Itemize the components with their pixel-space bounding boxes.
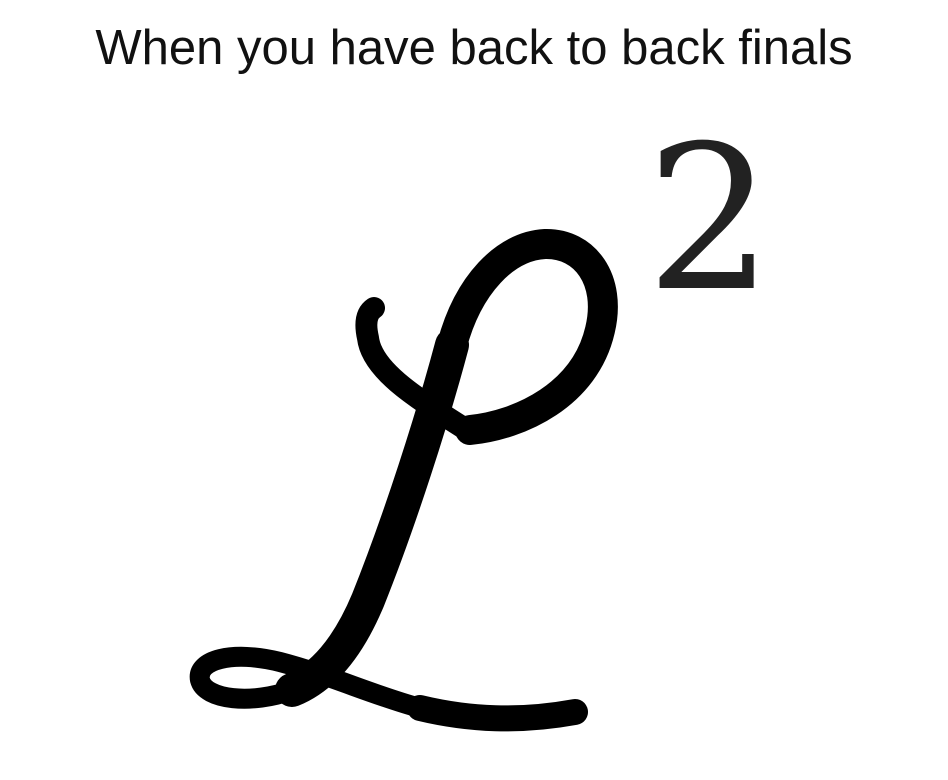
script-l-tail — [420, 708, 575, 718]
script-l-stem — [292, 345, 452, 690]
script-l-top-bowl — [452, 244, 603, 430]
meme-caption: When you have back to back finals — [95, 21, 853, 75]
exponent-two: 2 — [646, 103, 774, 336]
